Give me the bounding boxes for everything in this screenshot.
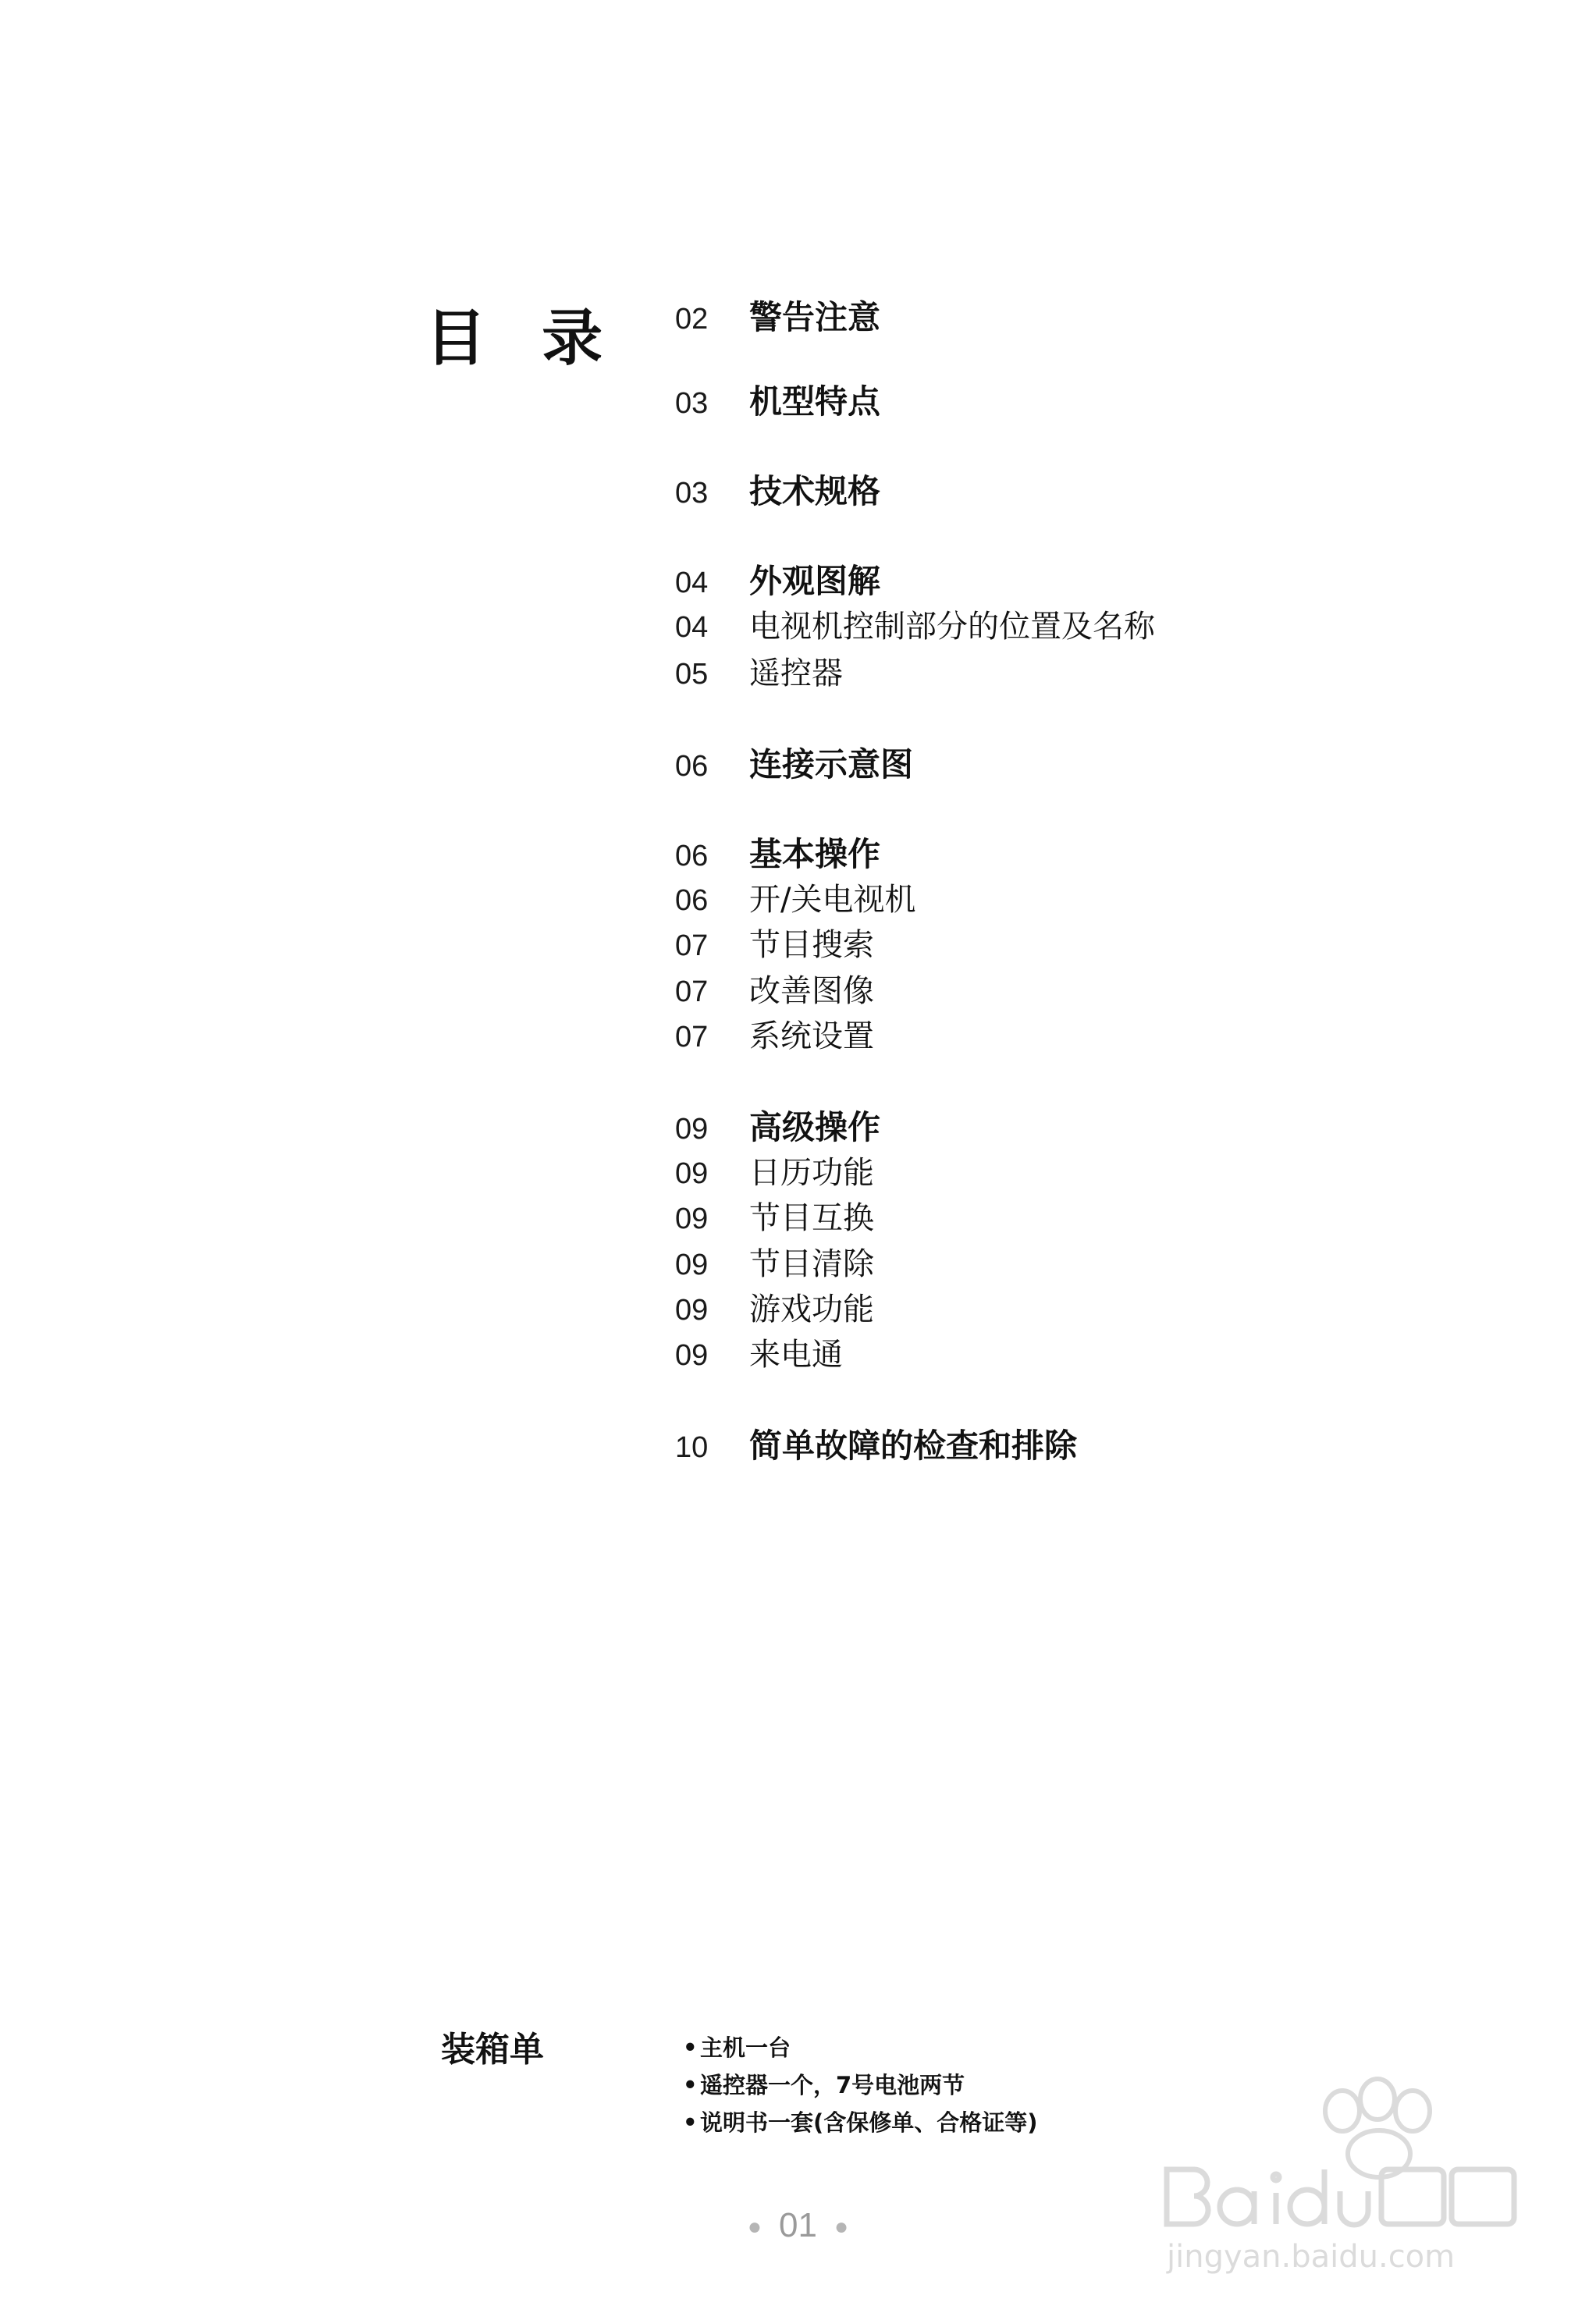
- toc-label: 连接示意图: [749, 745, 914, 783]
- toc-entry: [675, 745, 913, 784]
- toc-label: 节目清除: [749, 1246, 874, 1282]
- toc-label: 系统设置: [749, 1018, 874, 1054]
- toc-page-number: 03: [675, 477, 709, 510]
- toc-entry: [675, 1017, 874, 1056]
- toc-entry: [675, 382, 880, 421]
- toc-label: 外观图解: [749, 562, 881, 600]
- toc-entry: [675, 1335, 843, 1374]
- watermark-url: jingyan.baidu.com: [1167, 2239, 1456, 2275]
- packing-item-1: • 主机一台: [683, 2031, 791, 2065]
- toc-entry: [675, 607, 1155, 646]
- toc-page-number: 04: [675, 611, 709, 644]
- toc-page-number: 04: [675, 567, 709, 599]
- toc-label: 高级操作: [749, 1108, 881, 1146]
- packing-item-2: • 遥控器一个，7号电池两节: [683, 2068, 965, 2102]
- toc-page-number: 10: [675, 1431, 709, 1464]
- toc-label: 来电通: [749, 1337, 843, 1373]
- toc-label: 电视机控制部分的位置及名称: [749, 609, 1155, 645]
- toc-label: 基本操作: [749, 835, 881, 873]
- toc-label: 开/关电视机: [749, 882, 916, 918]
- packing-item-3: • 说明书一套(含保修单、合格证等): [683, 2105, 1038, 2140]
- toc-page-number: 09: [675, 1294, 709, 1327]
- toc-page-number: 02: [675, 303, 709, 336]
- toc-entry: [675, 880, 915, 919]
- toc-entry: [675, 1427, 1077, 1466]
- toc-label: 节目搜索: [749, 927, 874, 963]
- toc-entry: [675, 472, 880, 511]
- toc-page-number: 09: [675, 1249, 709, 1281]
- toc-page-number: 09: [675, 1203, 709, 1235]
- toc-page-number: 06: [675, 840, 709, 872]
- toc-label: 简单故障的检查和排除: [749, 1427, 1078, 1465]
- page-title: 目 录: [425, 304, 620, 374]
- toc-page-number: 09: [675, 1157, 709, 1190]
- left-dot: ●: [747, 2214, 762, 2240]
- toc-page-number: 07: [675, 975, 709, 1008]
- toc-page-number: 09: [675, 1339, 709, 1372]
- toc-page-number: 07: [675, 1021, 709, 1054]
- toc-label: 游戏功能: [749, 1292, 874, 1327]
- toc-entry: [675, 654, 843, 693]
- toc-entry: [675, 1153, 874, 1192]
- toc-page-number: 06: [675, 884, 709, 917]
- toc-label: 日历功能: [749, 1155, 874, 1191]
- toc-page-number: 03: [675, 387, 709, 420]
- toc-entry: [675, 972, 874, 1011]
- baidu-jingyan-watermark-icon: [1136, 2068, 1541, 2279]
- toc-page-number: 06: [675, 750, 709, 783]
- toc-label: 警告注意: [749, 298, 881, 336]
- toc-entry: [675, 562, 880, 601]
- toc-entry: [675, 1245, 874, 1284]
- toc-entry: [675, 926, 874, 965]
- toc-label: 机型特点: [749, 382, 881, 421]
- toc-entry: [675, 1199, 874, 1238]
- page-number: 01: [779, 2206, 817, 2244]
- toc-label: 遥控器: [749, 656, 843, 691]
- toc-label: 技术规格: [749, 472, 881, 510]
- toc-entry: [675, 1108, 880, 1147]
- toc-label: 改善图像: [749, 973, 874, 1009]
- toc-entry: [675, 298, 880, 337]
- toc-page-number: 05: [675, 658, 709, 691]
- toc-page-number: 09: [675, 1113, 709, 1146]
- toc-label: 节目互换: [749, 1200, 874, 1236]
- toc-page-number: 07: [675, 929, 709, 962]
- right-dot: ●: [834, 2214, 849, 2240]
- packing-list-title: 装箱单: [441, 2030, 544, 2070]
- toc-entry: [675, 835, 880, 874]
- toc-entry: [675, 1290, 874, 1329]
